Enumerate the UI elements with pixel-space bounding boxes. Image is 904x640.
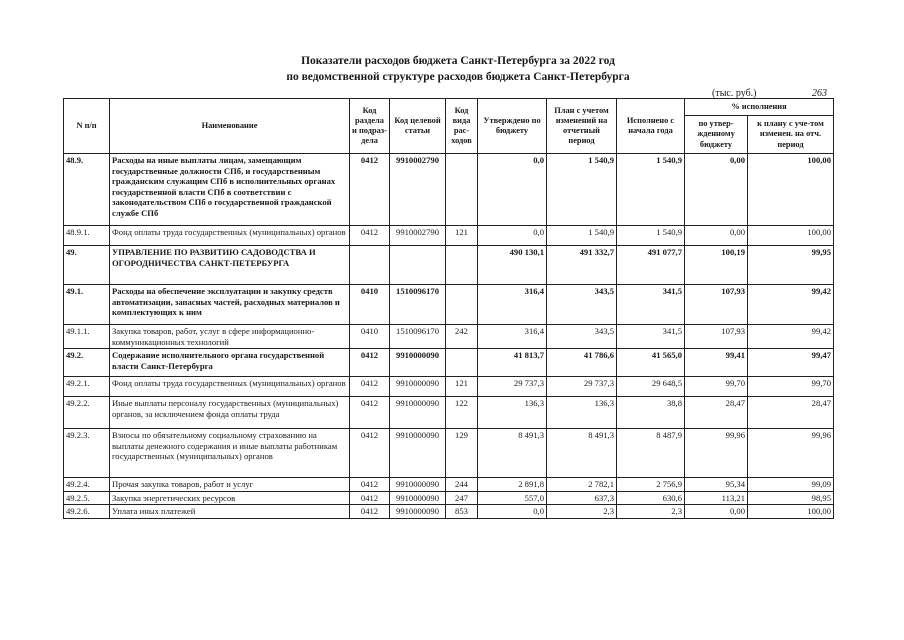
- row-number: 49.2.: [64, 349, 110, 377]
- row-target-code: 9910000090: [390, 349, 446, 377]
- row-plan: 136,3: [547, 397, 617, 429]
- row-type-code: [446, 285, 478, 325]
- header-plan: План с учетом изменений на отчетный период: [547, 99, 617, 154]
- row-pct-plan: 99,47: [748, 349, 834, 377]
- row-pct-plan: 99,42: [748, 325, 834, 349]
- header-approved: Утверждено по бюджету: [478, 99, 547, 154]
- row-pct-plan: 98,95: [748, 491, 834, 505]
- row-pct-approved: 0,00: [685, 226, 748, 246]
- row-pct-approved: 95,34: [685, 478, 748, 492]
- row-approved: 29 737,3: [478, 377, 547, 397]
- table-row: [64, 154, 834, 226]
- table-row: [64, 505, 834, 519]
- row-target-code: 1510096170: [390, 325, 446, 349]
- header-pct-plan: к плану с уче-том изменен. на отч. период: [748, 116, 834, 154]
- row-target-code: [390, 246, 446, 285]
- row-executed: 8 487,9: [617, 429, 685, 478]
- row-number: 48.9.1.: [64, 226, 110, 246]
- row-type-code: [446, 246, 478, 285]
- row-plan: 2 782,1: [547, 478, 617, 492]
- row-section-code: 0410: [350, 325, 390, 349]
- row-plan: 29 737,3: [547, 377, 617, 397]
- row-plan: 41 786,6: [547, 349, 617, 377]
- row-pct-approved: 0,00: [685, 505, 748, 519]
- row-executed: 41 565,0: [617, 349, 685, 377]
- row-section-code: 0410: [350, 285, 390, 325]
- row-section-code: 0412: [350, 154, 390, 226]
- row-plan: 343,5: [547, 325, 617, 349]
- document-title-line2: по ведомственной структуре расходов бюджета Санкт-Петербурга: [286, 71, 630, 83]
- header-num: N п/п: [64, 99, 110, 154]
- row-pct-approved: 107,93: [685, 325, 748, 349]
- row-pct-approved: 99,70: [685, 377, 748, 397]
- row-target-code: 9910000090: [390, 491, 446, 505]
- row-number: 49.2.2.: [64, 397, 110, 429]
- row-executed: 2,3: [617, 505, 685, 519]
- row-name: Расходы на обеспечение эксплуатации и закупку средств автоматизации, запасных частей, расходных материалов и комплектующих к ним: [110, 285, 350, 325]
- table-row: [64, 285, 834, 325]
- row-executed: 38,8: [617, 397, 685, 429]
- row-approved: 316,4: [478, 285, 547, 325]
- header-target-code: Код целевой статьи: [390, 99, 446, 154]
- row-pct-plan: 99,70: [748, 377, 834, 397]
- row-number: 49.: [64, 246, 110, 285]
- row-target-code: 9910000090: [390, 478, 446, 492]
- row-pct-approved: 28,47: [685, 397, 748, 429]
- row-approved: 41 813,7: [478, 349, 547, 377]
- row-section-code: 0412: [350, 397, 390, 429]
- row-pct-plan: 100,00: [748, 505, 834, 519]
- row-target-code: 9910000090: [390, 429, 446, 478]
- row-target-code: 9910002790: [390, 226, 446, 246]
- row-executed: 341,5: [617, 285, 685, 325]
- row-executed: 2 756,9: [617, 478, 685, 492]
- row-approved: 316,4: [478, 325, 547, 349]
- row-name: УПРАВЛЕНИЕ ПО РАЗВИТИЮ САДОВОДСТВА И ОГОРОДНИЧЕСТВА САНКТ-ПЕТЕРБУРГА: [110, 246, 350, 285]
- row-target-code: 9910000090: [390, 397, 446, 429]
- row-type-code: 244: [446, 478, 478, 492]
- row-approved: 0,0: [478, 505, 547, 519]
- budget-table: [63, 98, 834, 519]
- row-name: Уплата иных платежей: [110, 505, 350, 519]
- row-pct-plan: 99,96: [748, 429, 834, 478]
- row-section-code: 0412: [350, 226, 390, 246]
- units-label: (тыс. руб.): [712, 88, 757, 99]
- row-number: 49.2.1.: [64, 377, 110, 397]
- row-pct-approved: 99,41: [685, 349, 748, 377]
- row-name: Фонд оплаты труда государственных (муниципальных) органов: [110, 226, 350, 246]
- row-section-code: 0412: [350, 478, 390, 492]
- row-name: Прочая закупка товаров, работ и услуг: [110, 478, 350, 492]
- row-target-code: 9910000090: [390, 505, 446, 519]
- row-executed: 341,5: [617, 325, 685, 349]
- row-pct-plan: 100,00: [748, 154, 834, 226]
- row-executed: 630,6: [617, 491, 685, 505]
- row-name: Содержание исполнительного органа государственной власти Санкт-Петербурга: [110, 349, 350, 377]
- row-approved: 136,3: [478, 397, 547, 429]
- row-approved: 0,0: [478, 226, 547, 246]
- document-title-line1: Показатели расходов бюджета Санкт-Петербурга за 2022 год: [301, 55, 615, 67]
- row-type-code: 121: [446, 226, 478, 246]
- table-row: [64, 349, 834, 377]
- row-number: 49.1.1.: [64, 325, 110, 349]
- row-target-code: 9910002790: [390, 154, 446, 226]
- header-percent-group: % исполнения: [685, 99, 834, 116]
- row-plan: 637,3: [547, 491, 617, 505]
- row-type-code: 129: [446, 429, 478, 478]
- row-pct-approved: 107,93: [685, 285, 748, 325]
- table-row: [64, 325, 834, 349]
- page-number: 263: [812, 88, 827, 99]
- row-plan: 1 540,9: [547, 154, 617, 226]
- row-plan: 1 540,9: [547, 226, 617, 246]
- table-row: [64, 491, 834, 505]
- row-type-code: 121: [446, 377, 478, 397]
- header-pct-approved: по утвер-жденному бюджету: [685, 116, 748, 154]
- row-section-code: 0412: [350, 377, 390, 397]
- header-type-code: Код вида рас-ходов: [446, 99, 478, 154]
- row-target-code: 1510096170: [390, 285, 446, 325]
- row-type-code: 242: [446, 325, 478, 349]
- row-name: Иные выплаты персоналу государственных (муниципальных) органов, за исключением фонда оплаты труда: [110, 397, 350, 429]
- row-name: Взносы по обязательному социальному страхованию на выплаты денежного содержания и иные выплаты работникам государственных (муниципальных) органов: [110, 429, 350, 478]
- row-executed: 491 077,7: [617, 246, 685, 285]
- row-section-code: [350, 246, 390, 285]
- row-name: Расходы на иные выплаты лицам, замещающим государственные должности СПб, и государственным гражданским служащим СПб в исполнительных органах государственной власти СПб в соответствии с законодательством СПб о государственной гражданской службе СПб: [110, 154, 350, 226]
- row-type-code: [446, 349, 478, 377]
- table-row: [64, 478, 834, 492]
- row-plan: 491 332,7: [547, 246, 617, 285]
- row-number: 49.2.3.: [64, 429, 110, 478]
- row-number: 48.9.: [64, 154, 110, 226]
- header-executed: Исполнено с начала года: [617, 99, 685, 154]
- row-section-code: 0412: [350, 491, 390, 505]
- row-executed: 1 540,9: [617, 226, 685, 246]
- row-plan: 343,5: [547, 285, 617, 325]
- table-row: [64, 246, 834, 285]
- row-target-code: 9910000090: [390, 377, 446, 397]
- row-pct-approved: 113,21: [685, 491, 748, 505]
- table-row: [64, 397, 834, 429]
- row-executed: 29 648,5: [617, 377, 685, 397]
- row-section-code: 0412: [350, 429, 390, 478]
- row-executed: 1 540,9: [617, 154, 685, 226]
- row-plan: 8 491,3: [547, 429, 617, 478]
- row-section-code: 0412: [350, 505, 390, 519]
- row-approved: 8 491,3: [478, 429, 547, 478]
- row-pct-plan: 28,47: [748, 397, 834, 429]
- row-approved: 557,0: [478, 491, 547, 505]
- row-type-code: 853: [446, 505, 478, 519]
- table-row: [64, 226, 834, 246]
- row-type-code: 122: [446, 397, 478, 429]
- row-name: Фонд оплаты труда государственных (муниципальных) органов: [110, 377, 350, 397]
- row-pct-plan: 100,00: [748, 226, 834, 246]
- row-number: 49.2.6.: [64, 505, 110, 519]
- row-plan: 2,3: [547, 505, 617, 519]
- table-row: [64, 377, 834, 397]
- row-type-code: [446, 154, 478, 226]
- row-pct-plan: 99,95: [748, 246, 834, 285]
- table-row: [64, 429, 834, 478]
- row-approved: 0,0: [478, 154, 547, 226]
- row-type-code: 247: [446, 491, 478, 505]
- row-section-code: 0412: [350, 349, 390, 377]
- row-number: 49.2.5.: [64, 491, 110, 505]
- row-pct-approved: 0,00: [685, 154, 748, 226]
- row-pct-approved: 100,19: [685, 246, 748, 285]
- row-name: Закупка товаров, работ, услуг в сфере информационно-коммуникационных технологий: [110, 325, 350, 349]
- row-pct-plan: 99,09: [748, 478, 834, 492]
- row-number: 49.1.: [64, 285, 110, 325]
- row-approved: 2 891,8: [478, 478, 547, 492]
- row-number: 49.2.4.: [64, 478, 110, 492]
- row-pct-plan: 99,42: [748, 285, 834, 325]
- header-section-code: Код раздела и подраз-дела: [350, 99, 390, 154]
- row-approved: 490 130,1: [478, 246, 547, 285]
- header-name: Наименование: [110, 99, 350, 154]
- row-name: Закупка энергетических ресурсов: [110, 491, 350, 505]
- row-pct-approved: 99,96: [685, 429, 748, 478]
